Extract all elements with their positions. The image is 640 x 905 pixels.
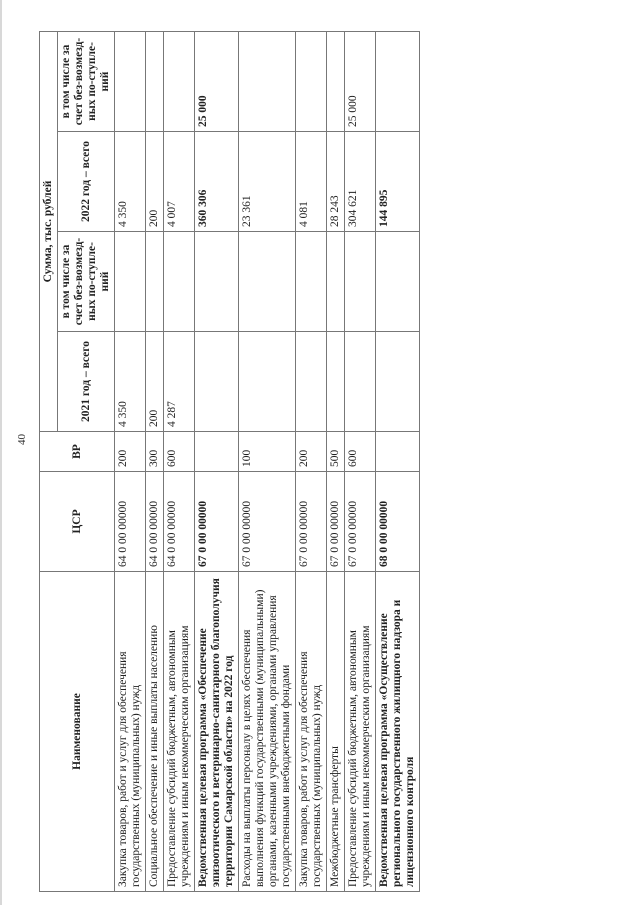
- cell-b2021: [296, 232, 327, 332]
- cell-y2021: 200: [146, 332, 164, 432]
- cell-b2021: [195, 232, 239, 332]
- cell-b2021: [376, 232, 420, 332]
- cell-y2021: [376, 332, 420, 432]
- header-total-2021: 2021 год – всего: [58, 332, 115, 432]
- table-row: [327, 32, 345, 892]
- cell-vr: 100: [239, 432, 296, 472]
- cell-name: Предоставление субсидий бюджетным, автономным учреждениям и иным некоммерческим организациям: [345, 572, 376, 892]
- cell-b2022: [146, 32, 164, 132]
- rotated-page-content: [39, 32, 619, 892]
- table-header: [40, 32, 115, 892]
- page-number: 40: [16, 434, 28, 445]
- cell-b2022: [296, 32, 327, 132]
- header-sum-group: Сумма, тыс. рублей: [40, 32, 58, 432]
- header-total-2022: 2022 год – всего: [58, 132, 115, 232]
- table-row: [146, 32, 164, 892]
- cell-y2022: 4 007: [164, 132, 195, 232]
- cell-y2022: 144 895: [376, 132, 420, 232]
- header-csr: ЦСР: [40, 472, 115, 572]
- cell-vr: 200: [115, 432, 146, 472]
- cell-b2022: 25 000: [195, 32, 239, 132]
- cell-b2021: [146, 232, 164, 332]
- table-row: [195, 32, 239, 892]
- cell-name: Социальное обеспечение и иные выплаты населению: [146, 572, 164, 892]
- cell-vr: [195, 432, 239, 472]
- cell-y2021: 4 350: [115, 332, 146, 432]
- cell-vr: 200: [296, 432, 327, 472]
- cell-y2021: [239, 332, 296, 432]
- cell-b2022: [164, 32, 195, 132]
- header-name: Наименование: [40, 572, 115, 892]
- table-row: [164, 32, 195, 892]
- header-incl-2022: в том числе за счет без-возмезд-ных по-ступле-ний: [58, 32, 115, 132]
- cell-b2022: [115, 32, 146, 132]
- cell-b2021: [345, 232, 376, 332]
- cell-csr: 67 0 00 00000: [239, 472, 296, 572]
- cell-b2022: 25 000: [345, 32, 376, 132]
- header-incl-2021: в том числе за счет без-возмезд-ных по-ступле-ний: [58, 232, 115, 332]
- cell-b2021: [115, 232, 146, 332]
- cell-y2021: 4 287: [164, 332, 195, 432]
- budget-table: [39, 31, 420, 892]
- cell-y2022: 23 361: [239, 132, 296, 232]
- cell-y2021: [327, 332, 345, 432]
- cell-b2022: [376, 32, 420, 132]
- cell-csr: 68 0 00 00000: [376, 472, 420, 572]
- table-row: [115, 32, 146, 892]
- cell-y2022: 200: [146, 132, 164, 232]
- cell-y2021: [296, 332, 327, 432]
- cell-y2021: [345, 332, 376, 432]
- cell-name: Ведомственная целевая программа «Осуществление регионального государственного жилищного надзора и лицензионного контроля: [376, 572, 420, 892]
- table-body: [115, 32, 420, 892]
- cell-csr: 67 0 00 00000: [345, 472, 376, 572]
- cell-name: Межбюджетные трансферты: [327, 572, 345, 892]
- cell-csr: 67 0 00 00000: [327, 472, 345, 572]
- scan-edge-line: [0, 0, 2, 905]
- cell-y2022: 4 081: [296, 132, 327, 232]
- cell-vr: 500: [327, 432, 345, 472]
- cell-b2021: [239, 232, 296, 332]
- cell-csr: 67 0 00 00000: [195, 472, 239, 572]
- cell-b2021: [327, 232, 345, 332]
- cell-b2022: [327, 32, 345, 132]
- cell-csr: 64 0 00 00000: [115, 472, 146, 572]
- cell-y2022: 360 306: [195, 132, 239, 232]
- table-row: [345, 32, 376, 892]
- cell-b2022: [239, 32, 296, 132]
- cell-vr: 600: [345, 432, 376, 472]
- cell-csr: 64 0 00 00000: [146, 472, 164, 572]
- cell-csr: 67 0 00 00000: [296, 472, 327, 572]
- table-row: [376, 32, 420, 892]
- cell-name: Ведомственная целевая программа «Обеспечение эпизоотического и ветеринарно-санитарного благополучия территории Самарской области» на 2022 год: [195, 572, 239, 892]
- cell-y2022: 4 350: [115, 132, 146, 232]
- cell-name: Предоставление субсидий бюджетным, автономным учреждениям и иным некоммерческим организациям: [164, 572, 195, 892]
- cell-name: Закупка товаров, работ и услуг для обеспечения государственных (муниципальных) нужд: [296, 572, 327, 892]
- cell-vr: 300: [146, 432, 164, 472]
- cell-name: Закупка товаров, работ и услуг для обеспечения государственных (муниципальных) нужд: [115, 572, 146, 892]
- cell-name: Расходы на выплаты персоналу в целях обеспечения выполнения функций государственными (муниципальными) органами, казенными учреждениями, органами управления государственными внебюджетными фондами: [239, 572, 296, 892]
- header-vr: ВР: [40, 432, 115, 472]
- cell-y2021: [195, 332, 239, 432]
- table-row: [239, 32, 296, 892]
- cell-vr: 600: [164, 432, 195, 472]
- cell-b2021: [164, 232, 195, 332]
- cell-y2022: 304 621: [345, 132, 376, 232]
- table-row: [296, 32, 327, 892]
- cell-vr: [376, 432, 420, 472]
- cell-y2022: 28 243: [327, 132, 345, 232]
- cell-csr: 64 0 00 00000: [164, 472, 195, 572]
